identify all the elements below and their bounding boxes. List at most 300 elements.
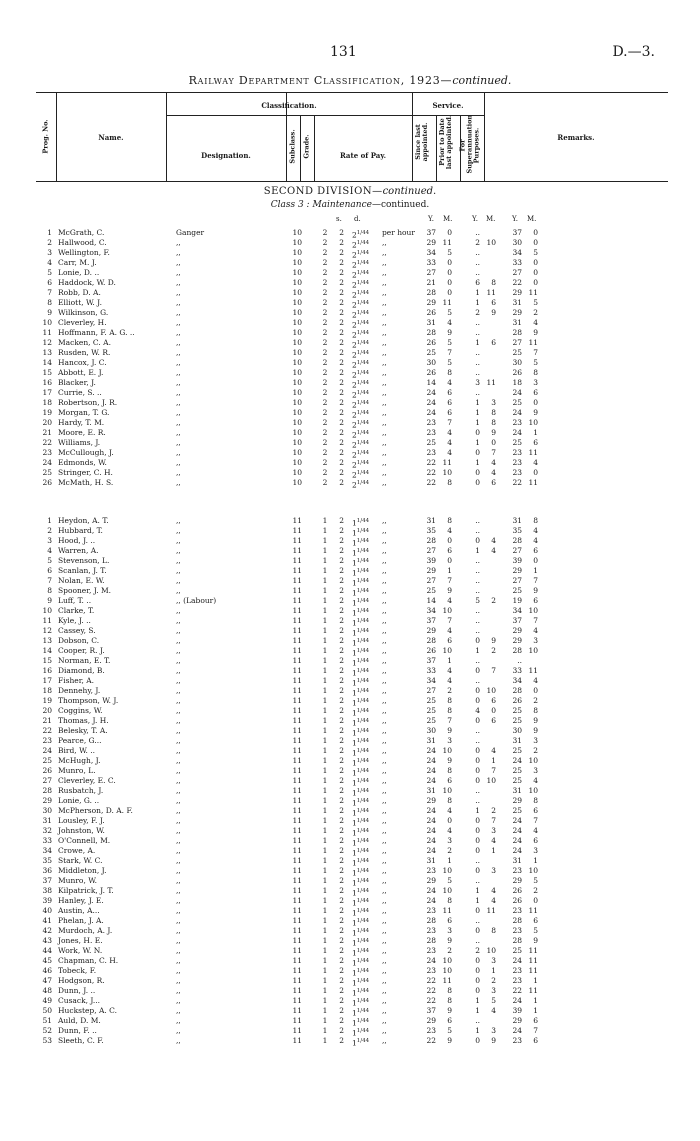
table-row xyxy=(0,228,700,238)
employee-name: Austin, A... xyxy=(58,906,100,915)
rate-shillings: 2 xyxy=(339,478,344,487)
super-months: 4 xyxy=(533,776,538,785)
rate-pence-whole: 1 xyxy=(352,738,357,748)
prior-years: 2 xyxy=(475,946,480,955)
since-last-months: 3 xyxy=(447,836,452,845)
employee-name: Huckstep, A. C. xyxy=(58,1006,118,1015)
prior-years: 1 xyxy=(475,398,480,407)
prior-years: .. xyxy=(475,228,480,237)
rate-pence-fraction: 1/44 xyxy=(356,588,370,594)
prior-months: 9 xyxy=(491,428,496,437)
prog-no: 26 xyxy=(42,766,52,775)
prog-no: 26 xyxy=(42,478,52,487)
subclass: 11 xyxy=(292,886,302,895)
rate-pence-whole: 1 xyxy=(352,808,357,818)
grade: 2 xyxy=(322,308,328,317)
document-code: D.—3. xyxy=(612,44,655,60)
table-row xyxy=(0,358,700,368)
prior-years: .. xyxy=(475,676,480,685)
rate-shillings: 2 xyxy=(339,1036,344,1045)
super-years: 28 xyxy=(512,646,522,655)
subclass: 11 xyxy=(292,906,302,915)
super-years: 23 xyxy=(512,1036,522,1045)
table-row xyxy=(0,1016,700,1026)
rate-pence-fraction: 1/44 xyxy=(356,928,370,934)
designation: ,, xyxy=(176,586,181,595)
prior-years: 1 xyxy=(475,886,480,895)
designation: Ganger xyxy=(176,228,205,237)
grade: 1 xyxy=(322,806,328,815)
rate-pence-whole: 1 xyxy=(352,948,357,958)
rate-pence-fraction: 1/44 xyxy=(356,470,370,476)
employee-name: Lonie, G. .. xyxy=(58,796,100,805)
since-last-years: 26 xyxy=(426,338,436,347)
prior-years: 2 xyxy=(475,308,480,317)
prior-months: 3 xyxy=(491,866,496,875)
prior-years: .. xyxy=(475,258,480,267)
grade: 1 xyxy=(322,896,328,905)
since-last-months: 4 xyxy=(447,676,452,685)
super-months: 6 xyxy=(533,806,538,815)
designation: ,, xyxy=(176,696,181,705)
rate-unit: ,, xyxy=(382,438,387,447)
prog-no: 30 xyxy=(42,806,52,815)
super-months: 11 xyxy=(528,956,538,965)
rate-pence-whole: 2 xyxy=(352,420,357,430)
prog-no: 41 xyxy=(42,916,52,925)
prog-no: 14 xyxy=(42,646,52,655)
employee-name: McGrath, C. xyxy=(58,228,105,237)
table-row xyxy=(0,556,700,566)
super-months: 11 xyxy=(528,986,538,995)
rate-shillings: 2 xyxy=(339,896,344,905)
prog-no: 17 xyxy=(42,388,52,397)
prog-no: 1 xyxy=(47,516,52,525)
prior-years: 0 xyxy=(475,746,480,755)
since-last-months: 7 xyxy=(447,348,452,357)
employee-name: Hubbard, T. xyxy=(58,526,103,535)
prior-years: 0 xyxy=(475,966,480,975)
table-row xyxy=(0,536,700,546)
super-months: 10 xyxy=(528,418,538,427)
employee-name: McCullough, J. xyxy=(58,448,114,457)
since-last-years: 22 xyxy=(426,478,436,487)
since-last-years: 24 xyxy=(426,776,436,785)
designation: ,, xyxy=(176,646,181,655)
rate-pence-fraction: 1/44 xyxy=(356,898,370,904)
super-years: 34 xyxy=(512,606,522,615)
employee-name: Jones, H. E. xyxy=(58,936,103,945)
table-row xyxy=(0,526,700,536)
rate-pence-whole: 1 xyxy=(352,958,357,968)
prog-no: 16 xyxy=(42,666,52,675)
prior-months: 9 xyxy=(491,1036,496,1045)
prior-years: .. xyxy=(475,526,480,535)
rate-shillings: 2 xyxy=(339,846,344,855)
subclass: 10 xyxy=(292,408,302,417)
grade: 1 xyxy=(322,826,328,835)
table-row xyxy=(0,516,700,526)
subclass: 11 xyxy=(292,796,302,805)
rate-unit: ,, xyxy=(382,566,387,575)
designation: ,, xyxy=(176,826,181,835)
rate-pence-whole: 2 xyxy=(352,400,357,410)
employee-name: Wellington, F. xyxy=(58,248,110,257)
table-row xyxy=(0,976,700,986)
prior-months: 1 xyxy=(491,846,496,855)
grade: 1 xyxy=(322,666,328,675)
rate-unit: ,, xyxy=(382,338,387,347)
super-years: 18 xyxy=(512,378,522,387)
prior-months: 10 xyxy=(486,946,496,955)
rate-unit: ,, xyxy=(382,238,387,247)
designation: ,, xyxy=(176,656,181,665)
since-last-months: 4 xyxy=(447,378,452,387)
employee-name: Cleverley, E. C. xyxy=(58,776,116,785)
since-last-years: 37 xyxy=(426,616,436,625)
table-row xyxy=(0,318,700,328)
employee-name: Murdoch, A. J. xyxy=(58,926,113,935)
since-last-years: 24 xyxy=(426,826,436,835)
subclass: 11 xyxy=(292,856,302,865)
table-row xyxy=(0,268,700,278)
prog-no: 20 xyxy=(42,706,52,715)
prior-years: 2 xyxy=(475,238,480,247)
unit-y3: Y. xyxy=(512,215,518,223)
employee-name: Dobson, C. xyxy=(58,636,100,645)
designation: ,, xyxy=(176,1016,181,1025)
since-last-years: 23 xyxy=(426,418,436,427)
prior-months: 6 xyxy=(491,696,496,705)
employee-name: Abbott, E. J. xyxy=(58,368,104,377)
prog-no: 31 xyxy=(42,816,52,825)
rate-pence-whole: 1 xyxy=(352,888,357,898)
super-months: 5 xyxy=(533,248,538,257)
since-last-months: 5 xyxy=(447,338,452,347)
super-months: 10 xyxy=(528,606,538,615)
prior-months: 7 xyxy=(491,766,496,775)
subclass: 10 xyxy=(292,438,302,447)
super-months: 2 xyxy=(533,886,538,895)
prog-no: 20 xyxy=(42,418,52,427)
rate-shillings: 2 xyxy=(339,616,344,625)
rate-pence-whole: 1 xyxy=(352,618,357,628)
section-title-main: SECOND DIVISION— xyxy=(263,186,383,197)
header-remarks: Remarks. xyxy=(557,133,595,142)
prior-years: 0 xyxy=(475,956,480,965)
since-last-months: 3 xyxy=(447,926,452,935)
rate-unit: ,, xyxy=(382,736,387,745)
employee-name: Cooper, R. J. xyxy=(58,646,105,655)
rate-pence-fraction: 1/44 xyxy=(356,968,370,974)
subclass: 11 xyxy=(292,956,302,965)
rate-pence-fraction: 1/44 xyxy=(356,688,370,694)
table-row xyxy=(0,746,700,756)
prog-no: 38 xyxy=(42,886,52,895)
prior-years: 5 xyxy=(475,596,480,605)
prog-no: 18 xyxy=(42,686,52,695)
prog-no: 3 xyxy=(47,536,52,545)
since-last-months: 6 xyxy=(447,388,452,397)
unit-m2: M. xyxy=(486,215,496,223)
since-last-months: 2 xyxy=(447,686,452,695)
rate-unit: ,, xyxy=(382,536,387,545)
super-years: 37 xyxy=(512,616,522,625)
table-row xyxy=(0,656,700,666)
super-years: 27 xyxy=(512,546,522,555)
grade: 2 xyxy=(322,298,328,307)
since-last-years: 28 xyxy=(426,936,436,945)
subclass: 11 xyxy=(292,576,302,585)
prog-no: 29 xyxy=(42,796,52,805)
prior-years: 1 xyxy=(475,896,480,905)
table-row xyxy=(0,826,700,836)
super-years: 24 xyxy=(512,408,522,417)
unit-d: d. xyxy=(354,215,361,223)
rate-pence-fraction: 1/44 xyxy=(356,558,370,564)
table-row xyxy=(0,876,700,886)
prior-months: 7 xyxy=(491,448,496,457)
designation: ,, xyxy=(176,458,181,467)
rate-unit: ,, xyxy=(382,546,387,555)
rate-shillings: 2 xyxy=(339,926,344,935)
since-last-months: 0 xyxy=(447,268,452,277)
subclass: 11 xyxy=(292,586,302,595)
prior-months: 10 xyxy=(486,686,496,695)
super-months: 8 xyxy=(533,796,538,805)
prog-no: 13 xyxy=(42,636,52,645)
super-months: 10 xyxy=(528,866,538,875)
since-last-months: 10 xyxy=(442,606,452,615)
prog-no: 9 xyxy=(47,308,52,317)
super-years: 23 xyxy=(512,448,522,457)
super-months: 9 xyxy=(533,408,538,417)
employee-name: Wilkinson, G. xyxy=(58,308,109,317)
designation: ,, xyxy=(176,856,181,865)
rate-unit: ,, xyxy=(382,826,387,835)
since-last-years: 14 xyxy=(426,378,436,387)
rate-unit: ,, xyxy=(382,408,387,417)
prior-years: 0 xyxy=(475,826,480,835)
since-last-years: 28 xyxy=(426,328,436,337)
grade: 1 xyxy=(322,556,328,565)
prior-years: 4 xyxy=(475,706,480,715)
grade: 2 xyxy=(322,428,328,437)
rate-unit: ,, xyxy=(382,378,387,387)
grade: 2 xyxy=(322,398,328,407)
grade: 1 xyxy=(322,936,328,945)
rate-shillings: 2 xyxy=(339,566,344,575)
table-row xyxy=(0,438,700,448)
table-row xyxy=(0,776,700,786)
designation: ,, xyxy=(176,516,181,525)
employee-name: Hardy, T. M. xyxy=(58,418,105,427)
prog-no: 16 xyxy=(42,378,52,387)
super-years: 31 xyxy=(512,516,522,525)
designation: ,, xyxy=(176,716,181,725)
grade: 2 xyxy=(322,338,328,347)
subclass: 11 xyxy=(292,836,302,845)
super-years: 33 xyxy=(512,666,522,675)
designation: ,, xyxy=(176,278,181,287)
prog-no: 5 xyxy=(47,556,52,565)
rate-unit: ,, xyxy=(382,856,387,865)
designation: ,, xyxy=(176,1036,181,1045)
grade: 1 xyxy=(322,816,328,825)
prior-years: 0 xyxy=(475,906,480,915)
prior-months: 6 xyxy=(491,716,496,725)
rate-unit: ,, xyxy=(382,368,387,377)
table-row xyxy=(0,616,700,626)
rate-pence-whole: 1 xyxy=(352,1028,357,1038)
since-last-years: 25 xyxy=(426,696,436,705)
since-last-years: 24 xyxy=(426,816,436,825)
since-last-months: 9 xyxy=(447,328,452,337)
since-last-months: 11 xyxy=(442,458,452,467)
grade: 1 xyxy=(322,1006,328,1015)
prior-months: 2 xyxy=(491,646,496,655)
unit-y2: Y. xyxy=(472,215,478,223)
rate-pence-whole: 2 xyxy=(352,300,357,310)
super-years: 25 xyxy=(512,716,522,725)
header-designation: Designation. xyxy=(201,151,251,160)
employee-name: Work, W. N. xyxy=(58,946,103,955)
super-years: 26 xyxy=(512,896,522,905)
since-last-years: 23 xyxy=(426,946,436,955)
rate-pence-whole: 1 xyxy=(352,998,357,1008)
since-last-years: 24 xyxy=(426,886,436,895)
rate-unit: ,, xyxy=(382,916,387,925)
super-months: 7 xyxy=(533,1026,538,1035)
rate-pence-fraction: 1/44 xyxy=(356,638,370,644)
since-last-years: 22 xyxy=(426,976,436,985)
employee-name: Diamond, B. xyxy=(58,666,105,675)
employee-name: Coggins, W. xyxy=(58,706,103,715)
subclass: 11 xyxy=(292,766,302,775)
super-years: 30 xyxy=(512,358,522,367)
super-months: 4 xyxy=(533,536,538,545)
since-last-months: 9 xyxy=(447,1036,452,1045)
designation: ,, xyxy=(176,408,181,417)
super-months: 3 xyxy=(533,636,538,645)
rate-pence-whole: 1 xyxy=(352,558,357,568)
rate-shillings: 2 xyxy=(339,1006,344,1015)
super-years: 26 xyxy=(512,368,522,377)
designation: ,, xyxy=(176,986,181,995)
prior-months: 11 xyxy=(486,906,496,915)
prior-years: 0 xyxy=(475,636,480,645)
subclass: 10 xyxy=(292,268,302,277)
rate-shillings: 2 xyxy=(339,976,344,985)
table-row xyxy=(0,836,700,846)
prior-years: 0 xyxy=(475,926,480,935)
employee-name: Cleverley, H. xyxy=(58,318,107,327)
rate-shillings: 2 xyxy=(339,766,344,775)
super-months: 9 xyxy=(533,936,538,945)
employee-name: Munro, L. xyxy=(58,766,96,775)
super-years: 26 xyxy=(512,696,522,705)
page-number: 131 xyxy=(330,44,357,60)
rate-pence-whole: 2 xyxy=(352,480,357,490)
employee-name: McMath, H. S. xyxy=(58,478,114,487)
rate-shillings: 2 xyxy=(339,966,344,975)
super-years: 31 xyxy=(512,856,522,865)
grade: 1 xyxy=(322,636,328,645)
prog-no: 24 xyxy=(42,746,52,755)
prior-months: 6 xyxy=(491,478,496,487)
super-years: 28 xyxy=(512,536,522,545)
subclass: 11 xyxy=(292,706,302,715)
since-last-months: 6 xyxy=(447,776,452,785)
employee-name: Thomas, J. H. xyxy=(58,716,109,725)
subsection-title xyxy=(0,200,700,210)
prior-years: 0 xyxy=(475,666,480,675)
rate-unit: ,, xyxy=(382,666,387,675)
designation: ,, xyxy=(176,438,181,447)
since-last-years: 34 xyxy=(426,248,436,257)
grade: 1 xyxy=(322,906,328,915)
employee-name: Auld, D. M. xyxy=(58,1016,101,1025)
grade: 1 xyxy=(322,656,328,665)
super-months: 9 xyxy=(533,328,538,337)
rate-unit: ,, xyxy=(382,636,387,645)
rate-pence-whole: 1 xyxy=(352,768,357,778)
rate-pence-whole: 1 xyxy=(352,538,357,548)
rate-shillings: 2 xyxy=(339,448,344,457)
rate-shillings: 2 xyxy=(339,696,344,705)
prior-years: .. xyxy=(475,566,480,575)
grade: 1 xyxy=(322,856,328,865)
header-prog-no: Prog. No. xyxy=(41,119,50,154)
grade: 1 xyxy=(322,1026,328,1035)
designation: ,, xyxy=(176,676,181,685)
table-row xyxy=(0,596,700,606)
grade: 1 xyxy=(322,606,328,615)
prior-years: 0 xyxy=(475,716,480,725)
employee-name: Hancox, J. C. xyxy=(58,358,107,367)
employee-name: Williams, J. xyxy=(58,438,101,447)
super-years: 23 xyxy=(512,926,522,935)
grade: 1 xyxy=(322,1016,328,1025)
rate-pence-fraction: 1/44 xyxy=(356,310,370,316)
prior-years: 1 xyxy=(475,298,480,307)
since-last-months: 8 xyxy=(447,896,452,905)
super-months: 11 xyxy=(528,946,538,955)
subclass: 10 xyxy=(292,358,302,367)
rate-unit: ,, xyxy=(382,996,387,1005)
designation: ,, xyxy=(176,378,181,387)
rate-shillings: 2 xyxy=(339,666,344,675)
since-last-years: 31 xyxy=(426,786,436,795)
prior-years: .. xyxy=(475,916,480,925)
rate-pence-fraction: 1/44 xyxy=(356,300,370,306)
unit-s: s. xyxy=(336,215,342,223)
prior-years: 1 xyxy=(475,408,480,417)
rate-unit: ,, xyxy=(382,846,387,855)
subclass: 10 xyxy=(292,238,302,247)
super-years: 28 xyxy=(512,916,522,925)
rate-pence-whole: 1 xyxy=(352,648,357,658)
prior-years: .. xyxy=(475,936,480,945)
super-months: 0 xyxy=(533,278,538,287)
grade: 1 xyxy=(322,646,328,655)
prog-no: 7 xyxy=(47,576,52,585)
table-row xyxy=(0,278,700,288)
since-last-years: 24 xyxy=(426,956,436,965)
grade: 2 xyxy=(322,318,328,327)
grade: 1 xyxy=(322,696,328,705)
super-years: 39 xyxy=(512,556,522,565)
